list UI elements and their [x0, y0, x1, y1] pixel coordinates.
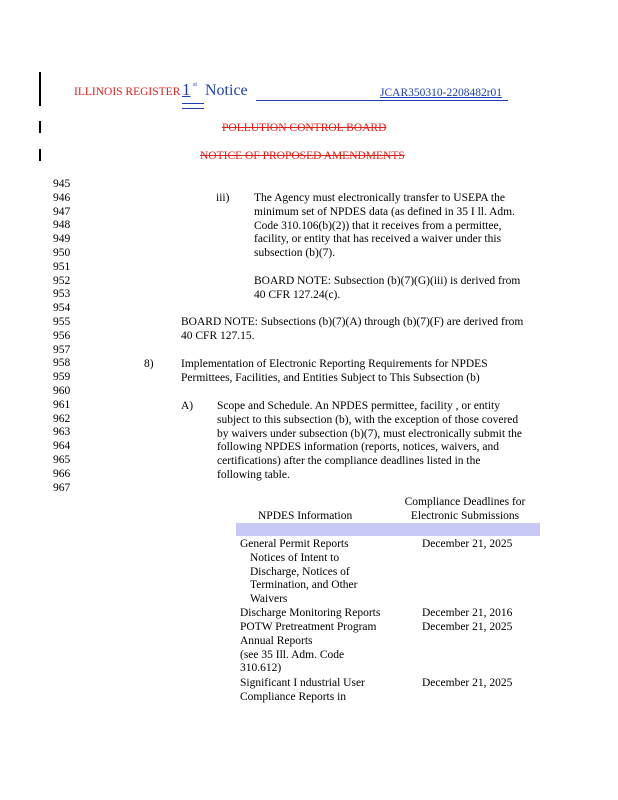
header-double-underline — [182, 103, 204, 104]
text-line: 310.612) — [240, 662, 282, 675]
text-line: Compliance Reports in — [240, 690, 347, 703]
table-row-info — [240, 607, 380, 621]
text-line: Waivers — [250, 593, 288, 606]
table-row-info — [240, 621, 376, 676]
revision-bar — [39, 72, 41, 106]
item-iii-text — [254, 192, 515, 261]
line-number: 952 — [53, 274, 71, 287]
table-row-info — [240, 538, 357, 607]
line-number: 949 — [53, 233, 71, 246]
line-number: 945 — [53, 178, 71, 190]
text-line: Electronic Submissions — [410, 509, 520, 522]
line-number: 954 — [53, 302, 71, 315]
text-line: Annual Reports — [240, 634, 313, 647]
line-number: 951 — [53, 260, 71, 273]
table-header-shading — [236, 523, 540, 536]
item-8-label: 8) — [144, 358, 154, 370]
board-note-iii — [254, 275, 520, 303]
page-number-suffix: st — [193, 82, 198, 88]
text-line: facility, or entity that has received a waiver under this — [254, 233, 502, 246]
line-number: 960 — [53, 384, 71, 397]
line-number: 950 — [53, 246, 71, 259]
text-line: Scope and Schedule. An NPDES permittee, facility , or entity — [217, 400, 500, 412]
header-underline — [256, 100, 508, 101]
register-title: ILLINOIS REGISTER — [74, 86, 181, 98]
notice-field: Notice — [205, 82, 248, 99]
table-row-deadline: December 21, 2016 — [422, 607, 513, 619]
item-8-text — [181, 358, 488, 386]
line-number: 953 — [53, 288, 71, 301]
document-code: JCAR350310-2208482r01 — [380, 87, 503, 99]
board-note-b7 — [181, 316, 523, 344]
table-row-info — [240, 677, 365, 705]
text-line: Discharge, Notices of — [250, 565, 350, 578]
line-number: 959 — [53, 371, 71, 384]
table-col-header-deadline — [400, 496, 530, 524]
text-line: General Permit Reports — [240, 538, 349, 550]
line-number: 958 — [53, 357, 71, 370]
text-line: Code 310.106(b)(2)) that it receives from a permittee, — [254, 219, 502, 232]
text-line: Implementation of Electronic Reporting Requirements for NPDES — [181, 358, 488, 370]
line-number: 967 — [53, 481, 71, 494]
line-number: 956 — [53, 329, 71, 342]
text-line: certifications) after the compliance deadlines listed in the — [217, 455, 481, 468]
board-title: POLLUTION CONTROL BOARD — [222, 122, 387, 134]
text-line: The Agency must electronically transfer to USEPA the — [254, 192, 505, 204]
text-line: following NPDES information (reports, notices, waivers, and — [217, 441, 500, 454]
table-row-deadline: December 21, 2025 — [422, 677, 513, 689]
text-line: by waivers under subsection (b)(7), must electronically submit the — [217, 427, 522, 440]
revision-bar — [39, 121, 41, 133]
table-col-header-info: NPDES Information — [258, 510, 353, 522]
item-A-label: A) — [181, 400, 194, 412]
text-line: BOARD NOTE: Subsections (b)(7)(A) through (b)(7)(F) are derived from — [181, 316, 524, 328]
line-number: 957 — [53, 343, 71, 356]
line-numbers — [53, 178, 70, 495]
line-number: 947 — [53, 205, 71, 218]
table-row-deadline: December 21, 2025 — [422, 621, 513, 633]
text-line: subject to this subsection (b), with the exception of those covered — [217, 413, 519, 426]
text-line: BOARD NOTE: Subsection (b)(7)(G)(iii) is derived from — [254, 275, 521, 287]
line-number: 948 — [53, 219, 71, 232]
text-line: (see 35 Ill. Adm. Code — [240, 648, 345, 661]
text-line: subsection (b)(7). — [254, 247, 336, 260]
text-line: Significant I ndustrial User — [240, 677, 365, 689]
line-number: 955 — [53, 315, 71, 328]
text-line: POTW Pretreatment Program — [240, 621, 377, 633]
text-line: Termination, and Other — [250, 579, 358, 592]
item-A-text — [217, 400, 522, 483]
text-line: Permittees, Facilities, and Entities Subject to This Subsection (b) — [181, 371, 480, 384]
table-row-deadline: December 21, 2025 — [422, 538, 513, 550]
header-double-underline — [182, 108, 204, 109]
revision-bar — [39, 149, 41, 161]
line-number: 965 — [53, 453, 71, 466]
item-iii-label: iii) — [216, 192, 230, 204]
line-number: 961 — [53, 398, 71, 411]
line-number: 962 — [53, 412, 71, 425]
notice-type: NOTICE OF PROPOSED AMENDMENTS — [200, 150, 405, 162]
line-number: 966 — [53, 467, 71, 480]
line-number: 946 — [53, 191, 71, 204]
text-line: Discharge Monitoring Reports — [240, 607, 381, 619]
text-line: 40 CFR 127.15. — [181, 329, 255, 342]
text-line: Notices of Intent to — [250, 551, 340, 564]
text-line: Compliance Deadlines for — [404, 496, 526, 508]
text-line: 40 CFR 127.24(c). — [254, 288, 341, 301]
line-number: 963 — [53, 426, 71, 439]
page-number: 1 — [182, 80, 191, 99]
line-number: 964 — [53, 440, 71, 453]
text-line: following table. — [217, 468, 290, 481]
text-line: minimum set of NPDES data (as defined in 35 I ll. Adm. — [254, 205, 515, 218]
